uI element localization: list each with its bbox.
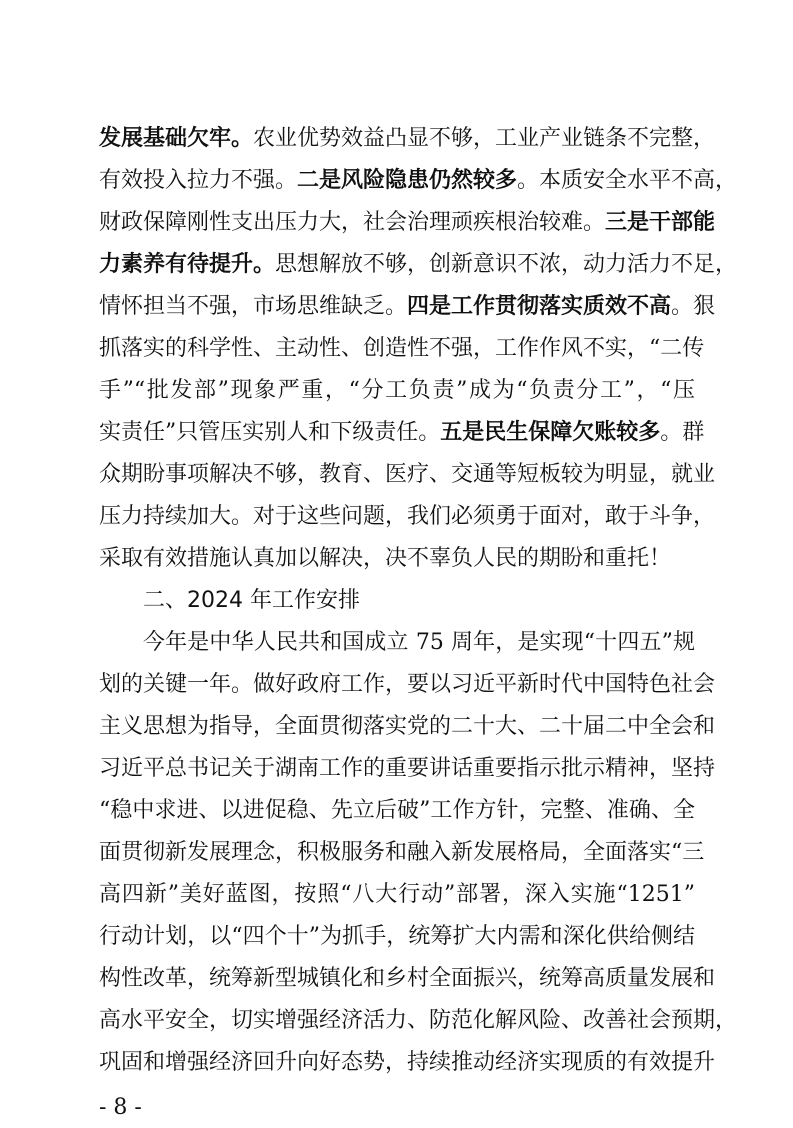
paragraph-line: 抓落实的科学性、主动性、创造性不强，工作作风不实，“二传 <box>99 336 705 361</box>
paragraph-line: 高水平安全，切实增强经济活力、防范化解风险、改善社会预期， <box>99 1008 738 1033</box>
paragraph-line: 众期盼事项解决不够，教育、医疗、交通等短板较为明显，就业 <box>99 462 716 487</box>
page-number: - 8 - <box>99 1095 142 1120</box>
paragraph-line <box>99 202 716 244</box>
text-run: 。群 <box>660 420 705 445</box>
paragraph-line: 划的关键一年。做好政府工作，要以习近平新时代中国特色社会 <box>99 672 716 697</box>
bold-phrase: 发展基础欠牢。 <box>99 126 254 151</box>
text-run: 。狠 <box>671 294 716 319</box>
text-run: 。本质安全水平不高， <box>517 168 738 193</box>
paragraph-line: 主义思想为指导，全面贯彻落实党的二十大、二十届二中全会和 <box>99 714 716 739</box>
text-run: 农业优势效益凸显不够，工业产业链条不完整， <box>253 126 716 151</box>
bold-phrase: 三是干部能 <box>605 210 716 235</box>
text-run: 情怀担当不强，市场思维缺乏。 <box>99 294 408 319</box>
paragraph-line: 高四新”美好蓝图，按照“八大行动”部署，深入实施“1251” <box>99 882 695 907</box>
paragraph-line <box>99 286 716 328</box>
paragraph-line <box>99 118 716 160</box>
paragraph-line: 手”“批发部”现象严重，“分工负责”成为“负责分工”，“压 <box>99 378 695 403</box>
bold-phrase: 五是民生保障欠账较多 <box>440 420 661 445</box>
paragraph-line <box>99 160 738 202</box>
section-heading: 二、2024 年工作安排 <box>143 588 360 613</box>
text-run: 财政保障刚性支出压力大，社会治理顽疾根治较难。 <box>99 210 606 235</box>
bold-phrase: 力素养有待提升。 <box>99 252 276 277</box>
paragraph-line: 巩固和增强经济回升向好态势，持续推动经济实现质的有效提升 <box>99 1050 716 1075</box>
paragraph-line <box>99 412 705 454</box>
paragraph-line: 压力持续加大。对于这些问题，我们必须勇于面对，敢于斗争， <box>99 504 716 529</box>
bold-phrase: 四是工作贯彻落实质效不高 <box>407 294 672 319</box>
paragraph-line: 采取有效措施认真加以解决，决不辜负人民的期盼和重托！ <box>99 546 672 571</box>
paragraph-line: 习近平总书记关于湖南工作的重要讲话重要指示批示精神，坚持 <box>99 756 716 781</box>
text-run: 实责任”只管压实别人和下级责任。 <box>99 420 441 445</box>
paragraph-line <box>99 244 738 286</box>
paragraph-line: 今年是中华人民共和国成立 75 周年，是实现“十四五”规 <box>143 630 695 655</box>
paragraph-line: 面贯彻新发展理念，积极服务和融入新发展格局，全面落实“三 <box>99 840 705 865</box>
bold-phrase: 二是风险隐患仍然较多 <box>297 168 518 193</box>
paragraph-line: “稳中求进、以进促稳、先立后破”工作方针，完整、准确、全 <box>99 798 695 823</box>
paragraph-line: 构性改革，统筹新型城镇化和乡村全面振兴，统筹高质量发展和 <box>99 966 716 991</box>
text-run: 有效投入拉力不强。 <box>99 168 298 193</box>
text-run: 思想解放不够，创新意识不浓，动力活力不足， <box>275 252 738 277</box>
paragraph-line: 行动计划，以“四个十”为抓手，统筹扩大内需和深化供给侧结 <box>99 924 695 949</box>
